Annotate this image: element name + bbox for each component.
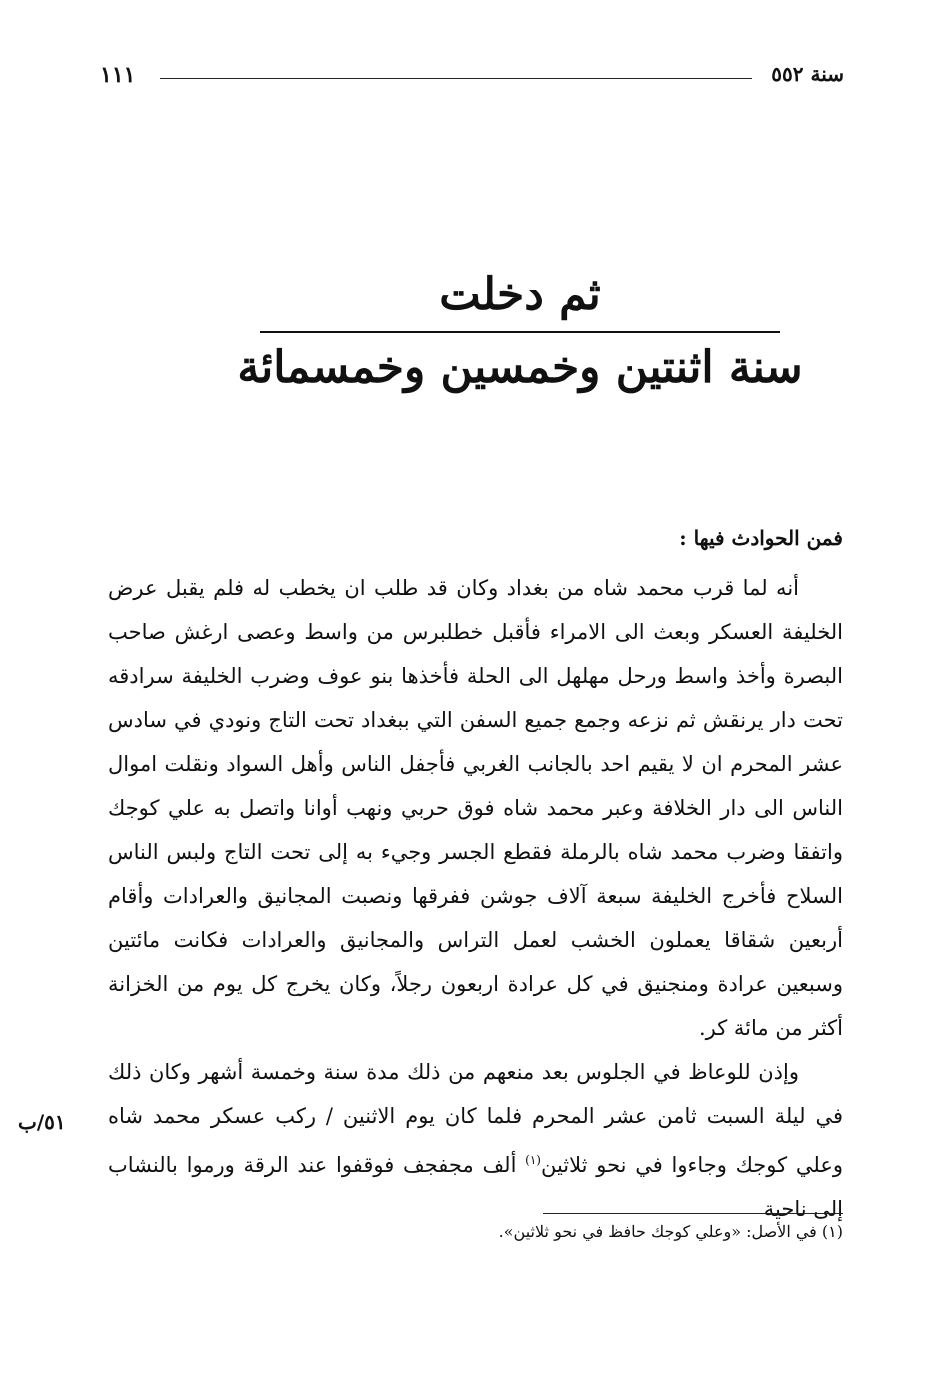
running-title: سنة ٥٥٢ — [771, 62, 844, 86]
section-heading: فمن الحوادث فيها : — [679, 526, 843, 550]
paragraph-2-part-a: وإذن للوعاظ في الجلوس بعد منعهم من ذلك مدة سنة وخمسة أشهر وكان ذلك في ليلة السبت ثامن عشر المحرم فلما كان يوم الاثنين / ركب عسكر محمد شاه وعلي كوجك وجاءوا في نحو ثلاثين — [108, 1060, 843, 1177]
footnote-rule — [543, 1213, 843, 1214]
page-number: ١١١ — [100, 62, 136, 88]
footnote: (١) في الأصل: «وعلي كوجك حافظ في نحو ثلاثين». — [498, 1222, 843, 1241]
manuscript-folio-note: ٥١/ب — [18, 1110, 66, 1134]
running-header — [100, 62, 844, 92]
title-line-2: سنة اثنتين وخمسين وخمسمائة — [237, 342, 803, 393]
body-text — [108, 520, 843, 1231]
paragraph-1: أنه لما قرب محمد شاه من بغداد وكان قد طلب ان يخطب له فلم يقبل عرض الخليفة العسكر وبعث الى الامراء فأقبل خطلبرس من واسط وعصى ارغش صاحب البصرة وأخذ واسط ورحل مهلهل الى الحلة فأخذها بنو عوف وضرب الخليفة سرادقه تحت دار يرنقش ثم نزعه وجمع جميع السفن التي ببغداد تحت التاج ونودي في سادس عشر المحرم ان لا يقيم احد بالجانب الغربي فأجفل الناس وأهل السواد ونقلت اموال الناس الى دار الخلافة وعبر محمد شاه فوق حربي ونهب أوانا واتصل به علي كوجك واتفقا وضرب محمد شاه بالرملة فقطع الجسر وجيء به إلى تحت التاج ولبس الناس السلاح فأخرج الخليفة سبعة آلاف جوشن ففرقها ونصبت المجانيق والعرادات وأقام أربعين شقاقا يعملون الخشب لعمل التراس والمجانيق والعرادات فكانت مائتين وسبعين عرادة ومنجنيق في كل عرادة اربعون رجلاً، وكان يخرج كل يوم من الخزانة أكثر من مائة كر. — [108, 576, 843, 1040]
title-line-1: ثم دخلت — [439, 269, 601, 320]
paragraph-2 — [108, 1050, 843, 1231]
paragraph-2-part-b: ألف مجفجف فوقفوا عند الرقة ورموا بالنشاب إلى ناحية — [108, 1153, 843, 1221]
chapter-title — [195, 265, 845, 403]
footnote-marker: (١) — [525, 1153, 541, 1167]
header-rule — [160, 78, 752, 79]
